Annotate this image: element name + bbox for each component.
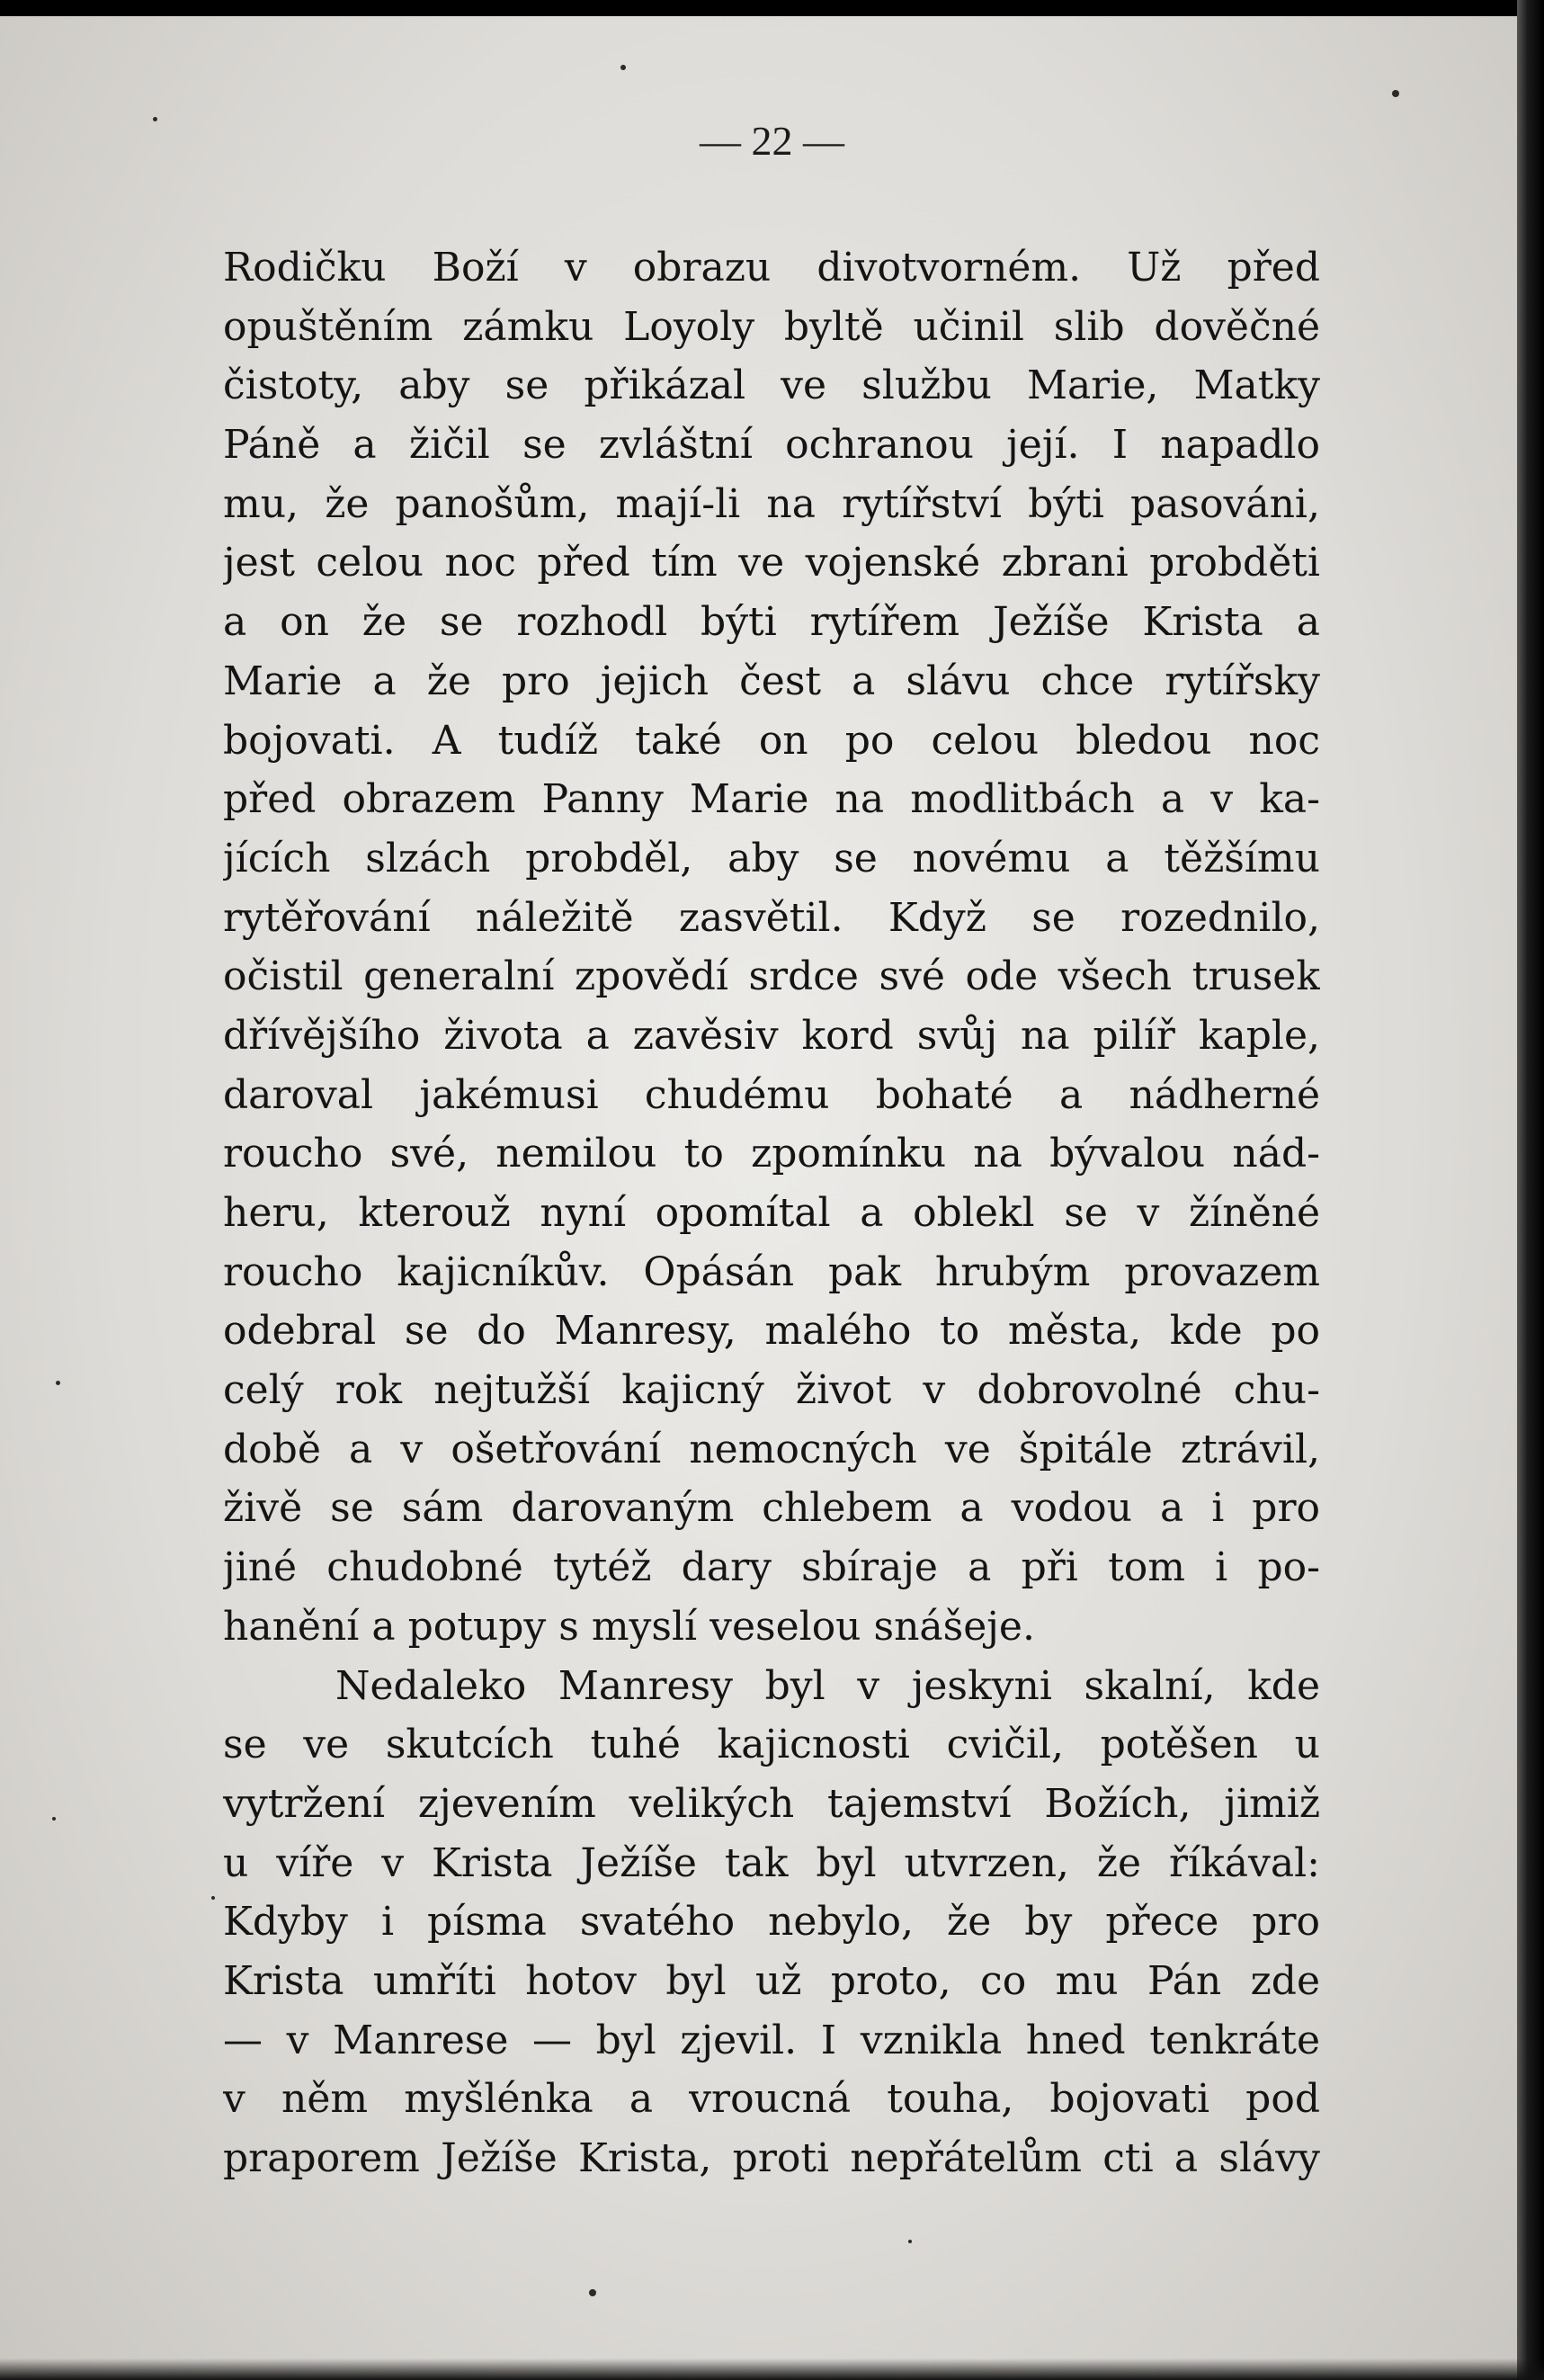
text-line: rytěřování náležitě zasvětil. Když se rozednilo, — [223, 894, 1320, 941]
text-line: Páně a žičil se zvláštní ochranou její. I napadlo — [223, 422, 1320, 469]
scan-speck — [620, 65, 626, 70]
text-line: heru, kterouž nyní opomítal a oblekl se v žíněné — [223, 1190, 1320, 1236]
scan-speck — [1392, 90, 1399, 97]
text-line: Marie a že pro jejich čest a slávu chce rytířsky — [223, 658, 1320, 704]
text-line: opuštěním zámku Loyoly byltě učinil slib dověčné — [223, 303, 1320, 350]
text-line: daroval jakémusi chudému bohaté a nádherné — [223, 1071, 1320, 1118]
text-line: roucho své, nemilou to zpomínku na bývalou nád- — [223, 1131, 1320, 1177]
text-line: mu, že panošům, mají-li na rytířství býti pasováni, — [223, 480, 1320, 527]
text-line: jest celou noc před tím ve vojenské zbrani probděti — [223, 540, 1320, 586]
scan-speck — [211, 1896, 215, 1900]
text-line: Rodičku Boží v obrazu divotvorném. Už před — [223, 245, 1320, 291]
text-line: Kdyby i písma svatého nebylo, že by přece pro — [223, 1899, 1320, 1946]
body-text — [223, 238, 1320, 2188]
text-line: u víře v Krista Ježíše tak byl utvrzen, že říkával: — [223, 1839, 1320, 1886]
text-line: jících slzách probděl, aby se novému a těžšímu — [223, 835, 1320, 881]
text-line: se ve skutcích tuhé kajicnosti cvičil, potěšen u — [223, 1722, 1320, 1768]
text-line: Krista umříti hotov byl už proto, co mu Pán zde — [223, 1957, 1320, 2004]
text-line: čistoty, aby se přikázal ve službu Marie, Matky — [223, 362, 1320, 409]
scan-speck — [589, 2289, 596, 2296]
text-line: bojovati. A tudíž také on po celou bledou noc — [223, 717, 1320, 764]
text-line: — v Manrese — byl zjevil. I vznikla hned tenkráte — [223, 2017, 1320, 2063]
scan-speck — [52, 1817, 56, 1821]
text-line: celý rok nejtužší kajicný život v dobrovolné chu- — [223, 1367, 1320, 1414]
text-line: vytržení zjevením velikých tajemství Božích, jimiž — [223, 1780, 1320, 1827]
page-bottom-shadow — [0, 2358, 1544, 2380]
text-line: dřívějšího života a zavěsiv kord svůj na pilíř kaple, — [223, 1012, 1320, 1059]
text-line: praporem Ježíše Krista, proti nepřátelům cti a slávy — [223, 2135, 1320, 2181]
text-line: Nedaleko Manresy byl v jeskyni skalní, kde — [335, 1662, 1320, 1709]
text-line: v něm myšlénka a vroucná touha, bojovati pod — [223, 2076, 1320, 2123]
scan-speck — [56, 1381, 60, 1385]
text-line: živě se sám darovaným chlebem a vodou a i pro — [223, 1485, 1320, 1532]
text-line: před obrazem Panny Marie na modlitbách a v ka- — [223, 776, 1320, 823]
text-line: očistil generalní zpovědí srdce své ode všech trusek — [223, 953, 1320, 1000]
text-line: roucho kajicníkův. Opásán pak hrubým provazem — [223, 1248, 1320, 1295]
text-line: odebral se do Manresy, malého to města, kde po — [223, 1308, 1320, 1355]
page-edge-shadow — [1517, 0, 1544, 2380]
text-line: hanění a potupy s myslí veselou snášeje. — [223, 1603, 1035, 1650]
text-line: a on že se rozhodl býti rytířem Ježíše Krista a — [223, 599, 1320, 646]
text-line: jiné chudobné tytéž dary sbíraje a při tom i po- — [223, 1544, 1320, 1591]
scan-speck — [908, 2240, 912, 2243]
text-line: době a v ošetřování nemocných ve špitále ztrávil, — [223, 1426, 1320, 1472]
page-number: — 22 — — [700, 118, 844, 164]
